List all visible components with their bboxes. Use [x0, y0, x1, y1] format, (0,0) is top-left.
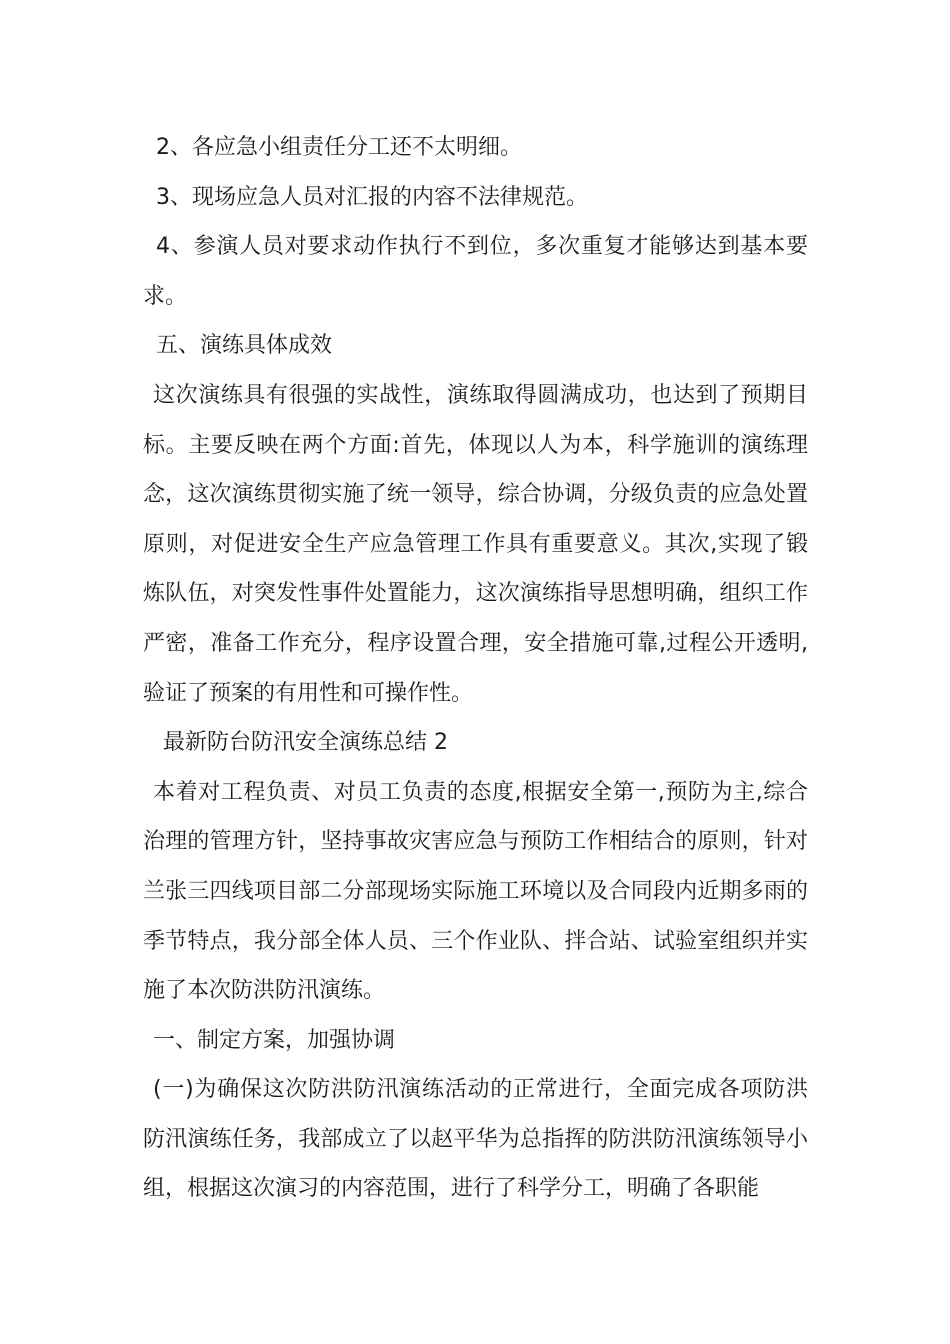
section-heading-five: 五、演练具体成效 [156, 333, 333, 359]
section-heading-one: 一、制定方案，加强协调 [153, 1027, 396, 1053]
list-item-3: 3、现场应急人员对汇报的内容不法律规范。 [156, 184, 588, 210]
paragraph-subsection-one: (一)为确保这次防洪防汛演练活动的正常进行，全面完成各项防洪防汛演练任务，我部成立了以赵平华为总指挥的防洪防汛演练领导小组，根据这次演习的内容范围，进行了科学分工，明确了各职能 [143, 1077, 808, 1202]
list-item-2: 2、各应急小组责任分工还不太明细。 [156, 135, 522, 160]
paragraph-intro: 本着对工程负责、对员工负责的态度,根据安全第一,预防为主,综合治理的管理方针，坚持事故灾害应急与预防工作相结合的原则，针对兰张三四线项目部二分部现场实际施工环境以及合同段内近期多雨的季节特点，我分部全体人员、三个作业队、拌合站、试验室组织并实施了本次防洪防汛演练。 [143, 779, 808, 1004]
document-title-2: 最新防台防汛安全演练总结 2 [163, 730, 448, 756]
document-body [143, 123, 808, 1214]
paragraph-results: 这次演练具有很强的实战性，演练取得圆满成功，也达到了预期目标。主要反映在两个方面:首先，体现以人为本，科学施训的演练理念，这次演练贯彻实施了统一领导，综合协调，分级负责的应急处置原则，对促进安全生产应急管理工作具有重要意义。其次,实现了锻炼队伍，对突发性事件处置能力，这次演练指导思想明确，组织工作严密，准备工作充分，程序设置合理，安全措施可靠,过程公开透明,验证了预案的有用性和可操作性。 [143, 382, 808, 706]
list-item-4: 4、参演人员对要求动作执行不到位，多次重复才能够达到基本要求。 [143, 234, 808, 309]
